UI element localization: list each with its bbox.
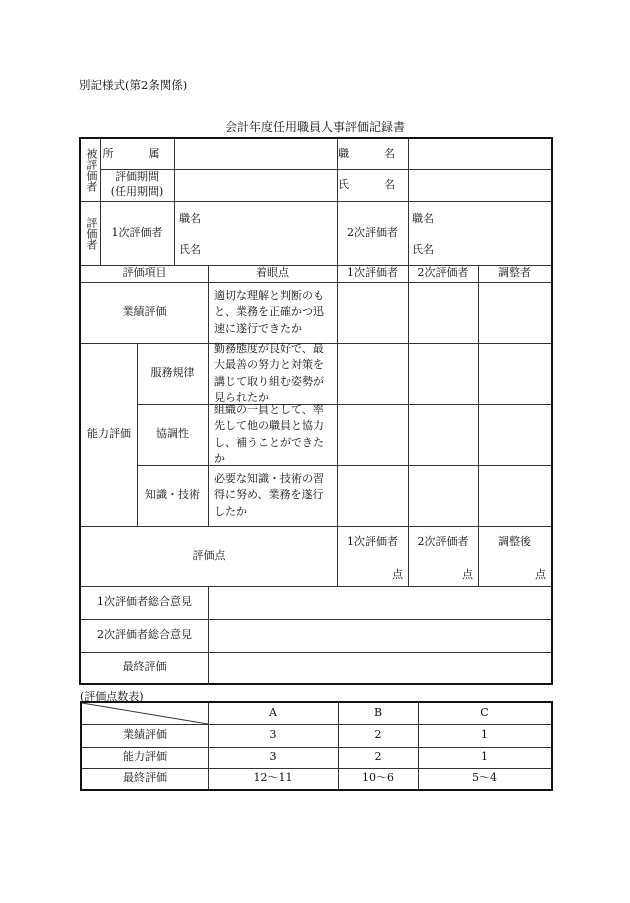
- second-evaluator-label: 2次評価者: [347, 225, 398, 239]
- score-table-title: (評価点数表): [80, 690, 144, 703]
- ability-label: 能力評価: [87, 427, 131, 441]
- points-adjusted-label: 調整後: [498, 535, 531, 548]
- evaluation-record-form: [79, 137, 553, 685]
- form-title: 会計年度任用職員人事評価記録書: [224, 120, 405, 134]
- cooperation-criteria: 組織の一員として、率先して他の職員と協力し、補うことができたか: [214, 402, 324, 465]
- score-cell: 1: [481, 750, 488, 764]
- performance-criteria: 適切な理解と判断のもと、業務を正確かつ迅速に遂行できたか: [214, 288, 324, 335]
- points-label: 評価点: [192, 548, 226, 562]
- second-opinion-label: 2次評価者総合意見: [97, 628, 192, 642]
- score-row-label: 最終評価: [123, 771, 167, 785]
- column-header-second: 2次評価者: [417, 266, 469, 280]
- first-opinion-field[interactable]: [208, 586, 551, 619]
- name-label: 氏 名: [338, 177, 407, 191]
- score-row-label: 業績評価: [123, 728, 167, 742]
- score-table: [80, 701, 553, 791]
- score-cell: 2: [374, 750, 382, 764]
- position-field[interactable]: [408, 139, 551, 169]
- column-header-first: 1次評価者: [347, 266, 398, 280]
- first-evaluator-name-label: 氏名: [179, 243, 201, 256]
- position-label: 職 名: [338, 146, 407, 160]
- score-cell: 5～4: [472, 771, 497, 785]
- first-evaluator-label: 1次評価者: [111, 225, 163, 239]
- score-row-label: 能力評価: [123, 750, 167, 764]
- evaluator-section-label: 評価者: [84, 216, 98, 250]
- header-diagonal-line: [82, 703, 208, 724]
- points-second-label: 2次評価者: [417, 535, 469, 548]
- column-header-criteria: 着眼点: [256, 266, 289, 280]
- column-header-adjuster: 調整者: [498, 266, 531, 280]
- period-label: 評価期間 (任用期間): [110, 170, 164, 198]
- affiliation-label: 所 属: [102, 146, 172, 160]
- header-note: 別記様式(第2条関係): [79, 78, 188, 92]
- first-evaluator-position-label: 職名: [179, 212, 201, 225]
- evaluatee-section-label: 被評価者: [84, 148, 98, 192]
- cooperation-label: 協調性: [156, 427, 189, 441]
- knowledge-label: 知識・技術: [145, 488, 200, 502]
- points-first-label: 1次評価者: [347, 535, 398, 548]
- affiliation-field[interactable]: [174, 139, 337, 169]
- column-header-item: 評価項目: [122, 266, 167, 280]
- score-header-a: A: [269, 706, 277, 720]
- final-evaluation-field[interactable]: [208, 652, 551, 683]
- second-opinion-field[interactable]: [208, 619, 551, 652]
- score-header-c: C: [480, 706, 489, 720]
- score-cell: 10～6: [362, 771, 394, 785]
- score-cell: 12～11: [253, 771, 293, 785]
- score-cell: 2: [374, 728, 382, 742]
- score-cell: 1: [481, 728, 488, 742]
- final-evaluation-label: 最終評価: [122, 660, 167, 674]
- second-evaluator-position-label: 職名: [412, 212, 434, 225]
- knowledge-criteria: 必要な知識・技術の習得に努め、業務を遂行したか: [214, 471, 324, 518]
- performance-label: 業績評価: [122, 305, 167, 319]
- service-label: 服務規律: [150, 366, 195, 380]
- score-header-b: B: [373, 706, 383, 720]
- name-field[interactable]: [408, 169, 551, 201]
- points-first-unit: 点: [392, 568, 403, 581]
- period-field[interactable]: [174, 169, 337, 201]
- service-criteria: 勤務態度が良好で、最大最善の努力と対策を講じて取り組む姿勢が見られたか: [214, 341, 324, 404]
- points-second-unit: 点: [462, 568, 473, 581]
- score-cell: 3: [269, 728, 277, 742]
- score-cell: 3: [269, 750, 277, 764]
- second-evaluator-name-label: 氏名: [412, 243, 434, 256]
- first-opinion-label: 1次評価者総合意見: [97, 595, 192, 609]
- points-adjusted-unit: 点: [535, 568, 546, 581]
